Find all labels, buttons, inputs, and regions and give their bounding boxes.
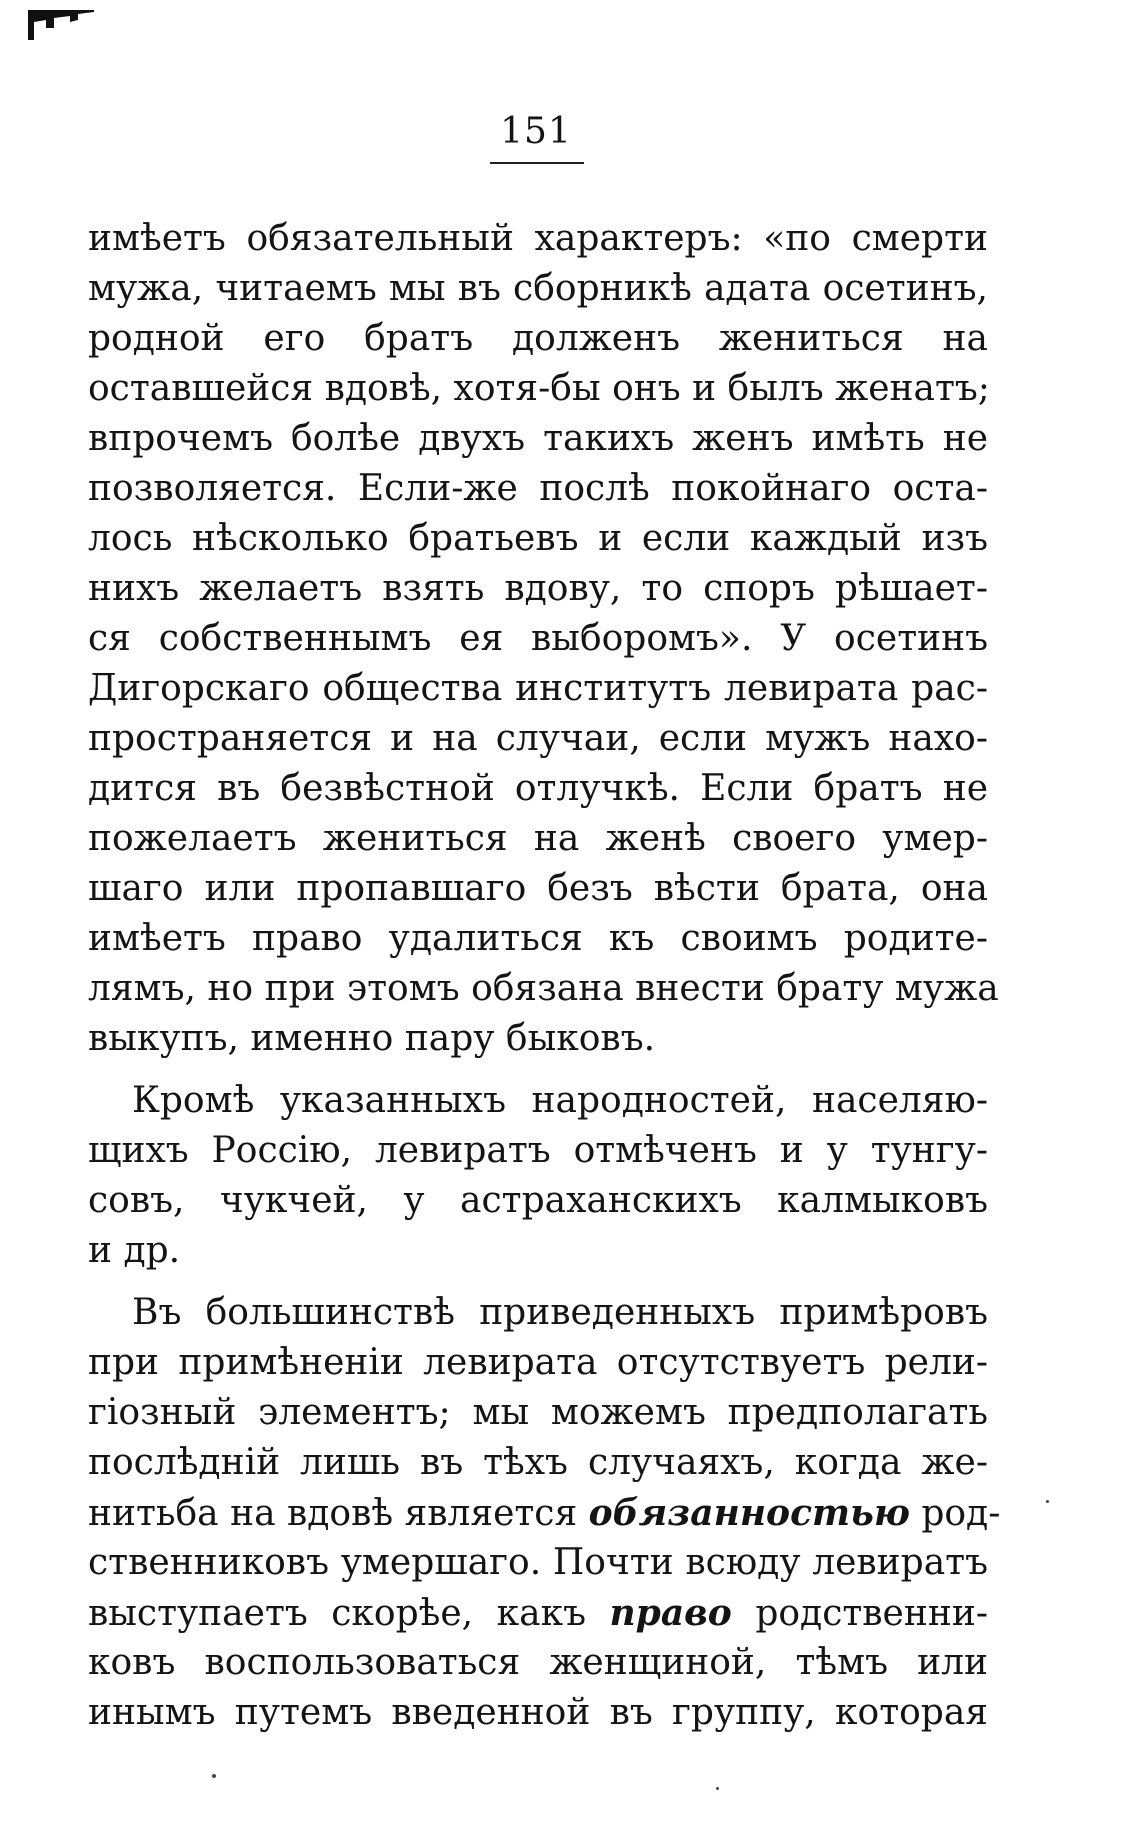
text-line: ковъ воспользоваться женщиной, тѣмъ или <box>88 1642 988 1683</box>
text-run: нитьба на вдовѣ является <box>88 1493 589 1534</box>
text-line: Кромѣ указанныхъ народностей, населяю- <box>132 1080 988 1121</box>
text-line: дится въ безвѣстной отлучкѣ. Если братъ не <box>88 768 988 809</box>
emphasis-word: обязанностью <box>588 1492 910 1534</box>
text-line: мужа, читаемъ мы въ сборникѣ адата осетинъ, <box>88 268 988 309</box>
text-line-with-emphasis <box>88 1488 1001 1538</box>
page-number: 151 <box>500 111 572 152</box>
scan-speck <box>212 1774 216 1778</box>
corner-scan-mark-icon <box>26 8 96 42</box>
text-line: нихъ желаетъ взять вдову, то споръ рѣшает- <box>88 568 988 609</box>
text-line: имѣетъ обязательный характеръ: «по смерти <box>88 218 988 259</box>
text-run: родственни- <box>731 1593 988 1634</box>
text-line: щихъ Россію, левиратъ отмѣченъ и у тунгу- <box>88 1130 988 1171</box>
paragraph-1 <box>88 214 999 1064</box>
text-line: совъ, чукчей, у астраханскихъ калмыковъ <box>88 1180 988 1221</box>
paragraph-3 <box>88 1288 1001 1738</box>
text-run: выступаетъ скорѣе, какъ <box>88 1593 610 1634</box>
text-line: имѣетъ право удалиться къ своимъ родите- <box>88 918 988 959</box>
text-line: ственниковъ умершаго. Почти всюду левиратъ <box>88 1542 988 1583</box>
text-line: шаго или пропавшаго безъ вѣсти брата, она <box>88 868 988 909</box>
emphasis-word: право <box>609 1592 732 1634</box>
text-line: Дигорскаго общества институтъ левирата рас- <box>88 668 988 709</box>
text-line: гіозный элементъ; мы можемъ предполагать <box>88 1392 988 1433</box>
text-run: род- <box>909 1493 1001 1534</box>
text-line: оставшейся вдовѣ, хотя-бы онъ и былъ женатъ; <box>88 368 990 409</box>
text-line: впрочемъ болѣе двухъ такихъ женъ имѣть не <box>88 418 988 459</box>
text-line: лось нѣсколько братьевъ и если каждый изъ <box>88 518 988 559</box>
page-number-underline <box>490 162 584 164</box>
body-text <box>88 214 1001 1738</box>
text-line: родной его братъ долженъ жениться на <box>88 318 988 359</box>
text-line: пространяется и на случаи, если мужъ нахо- <box>88 718 988 759</box>
text-line: при примѣненіи левирата отсутствуетъ рели- <box>88 1342 988 1383</box>
text-line: Въ большинствѣ приведенныхъ примѣровъ <box>132 1292 988 1333</box>
text-line: лямъ, но при этомъ обязана внести брату мужа <box>88 968 999 1009</box>
scan-speck <box>716 1787 719 1790</box>
text-line: послѣдній лишь въ тѣхъ случаяхъ, когда же- <box>88 1442 988 1483</box>
text-line: позволяется. Если-же послѣ покойнаго оста- <box>88 468 988 509</box>
scan-speck <box>1046 1500 1049 1503</box>
text-line: инымъ путемъ введенной въ группу, которая <box>88 1692 988 1733</box>
text-line: пожелаетъ жениться на женѣ своего умер- <box>88 818 988 859</box>
text-line: выкупъ, именно пару быковъ. <box>88 1018 656 1059</box>
text-line-with-emphasis <box>88 1588 988 1638</box>
text-line: и др. <box>88 1230 181 1271</box>
text-line: ся собственнымъ ея выборомъ». У осетинъ <box>88 618 988 659</box>
paragraph-2 <box>88 1076 988 1276</box>
